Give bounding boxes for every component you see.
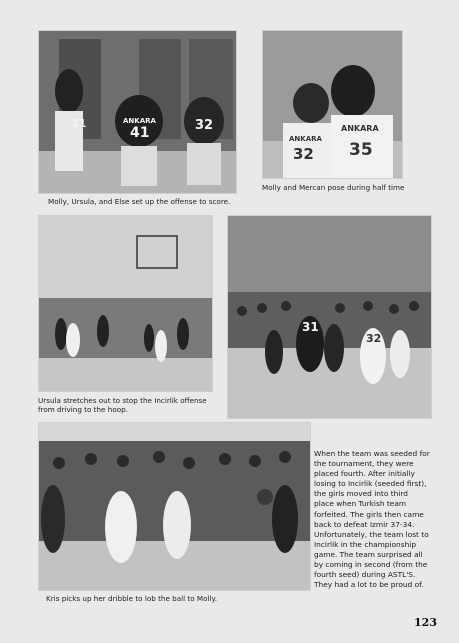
jersey-text: ANKARA	[341, 124, 379, 133]
jersey-text: ANKARA	[123, 117, 156, 125]
jersey-number: 35	[349, 140, 373, 160]
story-text: When the team was seeded for the tournament, they were placed fourth. After initially losing to Incirlik (seeded first), the girls moved into third place when Turkish team forfeited. The girls then came back to defeat Izmir 37-34. Unfortunately, the team lost to Incirlik in the championship game. The team surprised all by coming in second (from the fourth seed) during ASTL'S. They had a lot to be proud of.	[314, 449, 430, 590]
photo-game-action	[227, 215, 432, 419]
photo-half-time-pose	[262, 30, 403, 179]
caption-dribble-lob: Kris picks up her dribble to lob the ball to Molly.	[46, 594, 218, 603]
jersey-number: 32	[366, 332, 382, 345]
caption-half-time-pose: Molly and Mercan pose during half time	[262, 183, 405, 192]
jersey-number: 31	[71, 117, 87, 130]
photo-offense-setup	[38, 30, 237, 194]
jersey-number: 32	[195, 118, 214, 133]
caption-defense-stretch: Ursula stretches out to stop the Incirlik offense from driving to the hoop.	[38, 396, 207, 415]
page-number: 123	[414, 616, 437, 629]
jersey-number: 32	[293, 145, 314, 163]
caption-offense-setup: Molly, Ursula, and Else set up the offense to score.	[48, 197, 231, 206]
jersey-number: 41	[130, 125, 150, 141]
photo-defense-stretch	[38, 215, 213, 392]
photo-dribble-lob	[38, 422, 311, 591]
jersey-number: 31	[302, 320, 319, 334]
jersey-text: ANKARA	[289, 135, 322, 143]
